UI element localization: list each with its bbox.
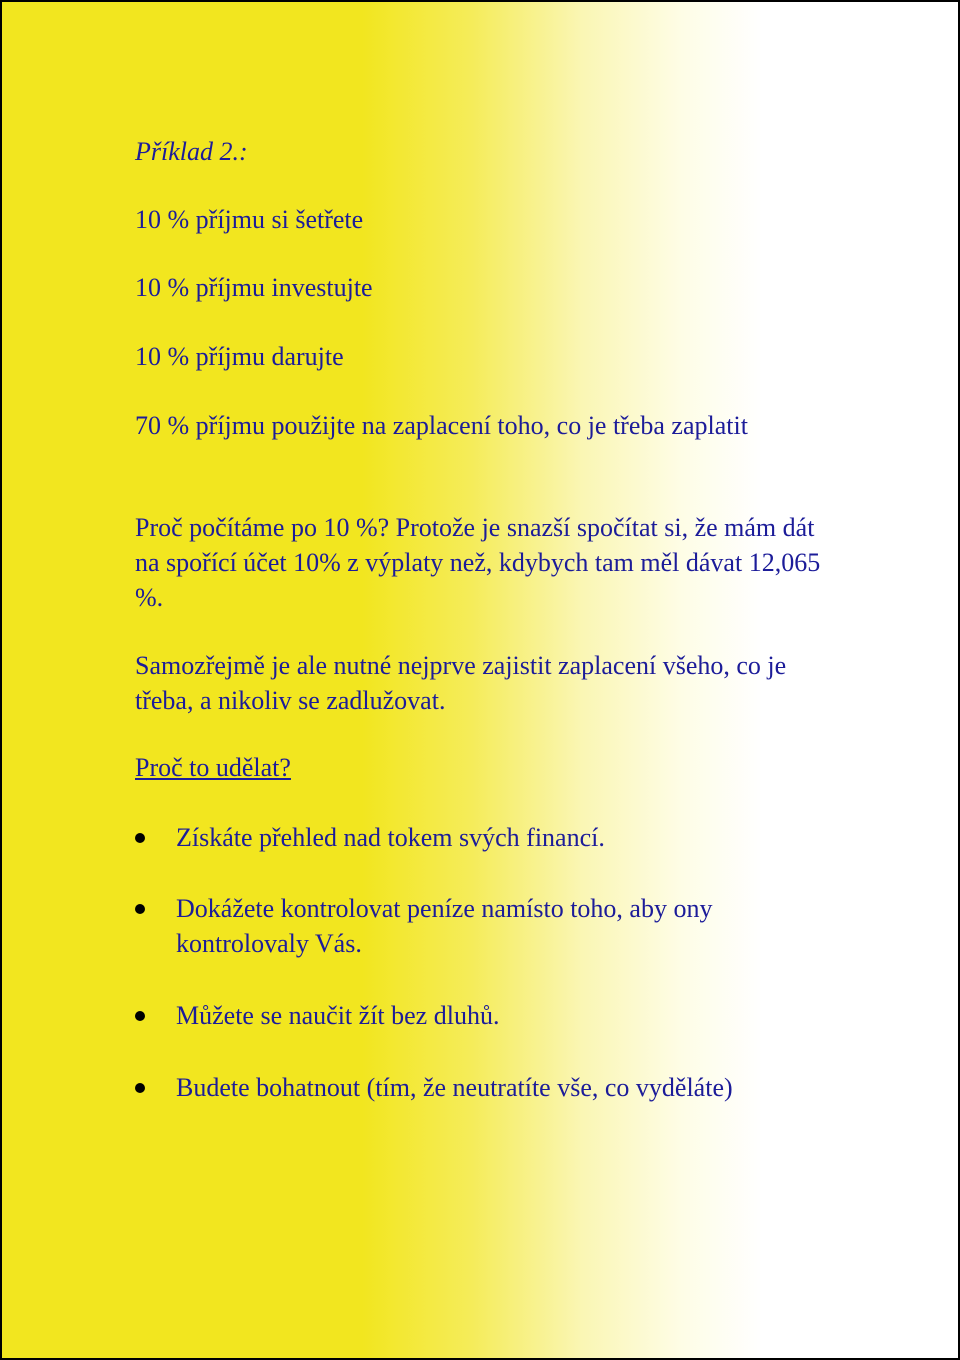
list-item (135, 1070, 835, 1105)
paragraph-no-debt: Samozřejmě je ale nutné nejprve zajistit zaplacení všeho, co je třeba, a nikoliv se zadlužovat. (135, 651, 787, 715)
bullet-icon (135, 904, 145, 914)
list-item-text: Dokážete kontrolovat peníze namísto toho, aby ony kontrolovaly Vás. (176, 894, 713, 958)
list-item-text: Můžete se naučit žít bez dluhů. (176, 1001, 500, 1030)
rule-line-invest: 10 % příjmu investujte (135, 273, 373, 302)
list-item (135, 820, 835, 855)
bullet-icon (135, 1083, 145, 1093)
list-item (135, 998, 835, 1033)
rule-line-pay: 70 % příjmu použijte na zaplacení toho, co je třeba zaplatit (135, 411, 748, 440)
list-item (135, 891, 835, 961)
why-heading: Proč to udělat? (135, 753, 291, 782)
paragraph-why-ten-percent: Proč počítáme po 10 %? Protože je snazší spočítat si, že mám dát na spořící účet 10% z výplaty než, kdybych tam měl dávat 12,065 %. (135, 513, 821, 612)
bullet-icon (135, 1011, 145, 1021)
list-item-text: Získáte přehled nad tokem svých financí. (176, 823, 605, 852)
example-heading: Příklad 2.: (135, 137, 248, 166)
rule-line-donate: 10 % příjmu darujte (135, 342, 344, 371)
list-item-text: Budete bohatnout (tím, že neutratíte vše, co vyděláte) (176, 1073, 733, 1102)
bullet-icon (135, 833, 145, 843)
rule-line-save: 10 % příjmu si šetřete (135, 205, 364, 234)
